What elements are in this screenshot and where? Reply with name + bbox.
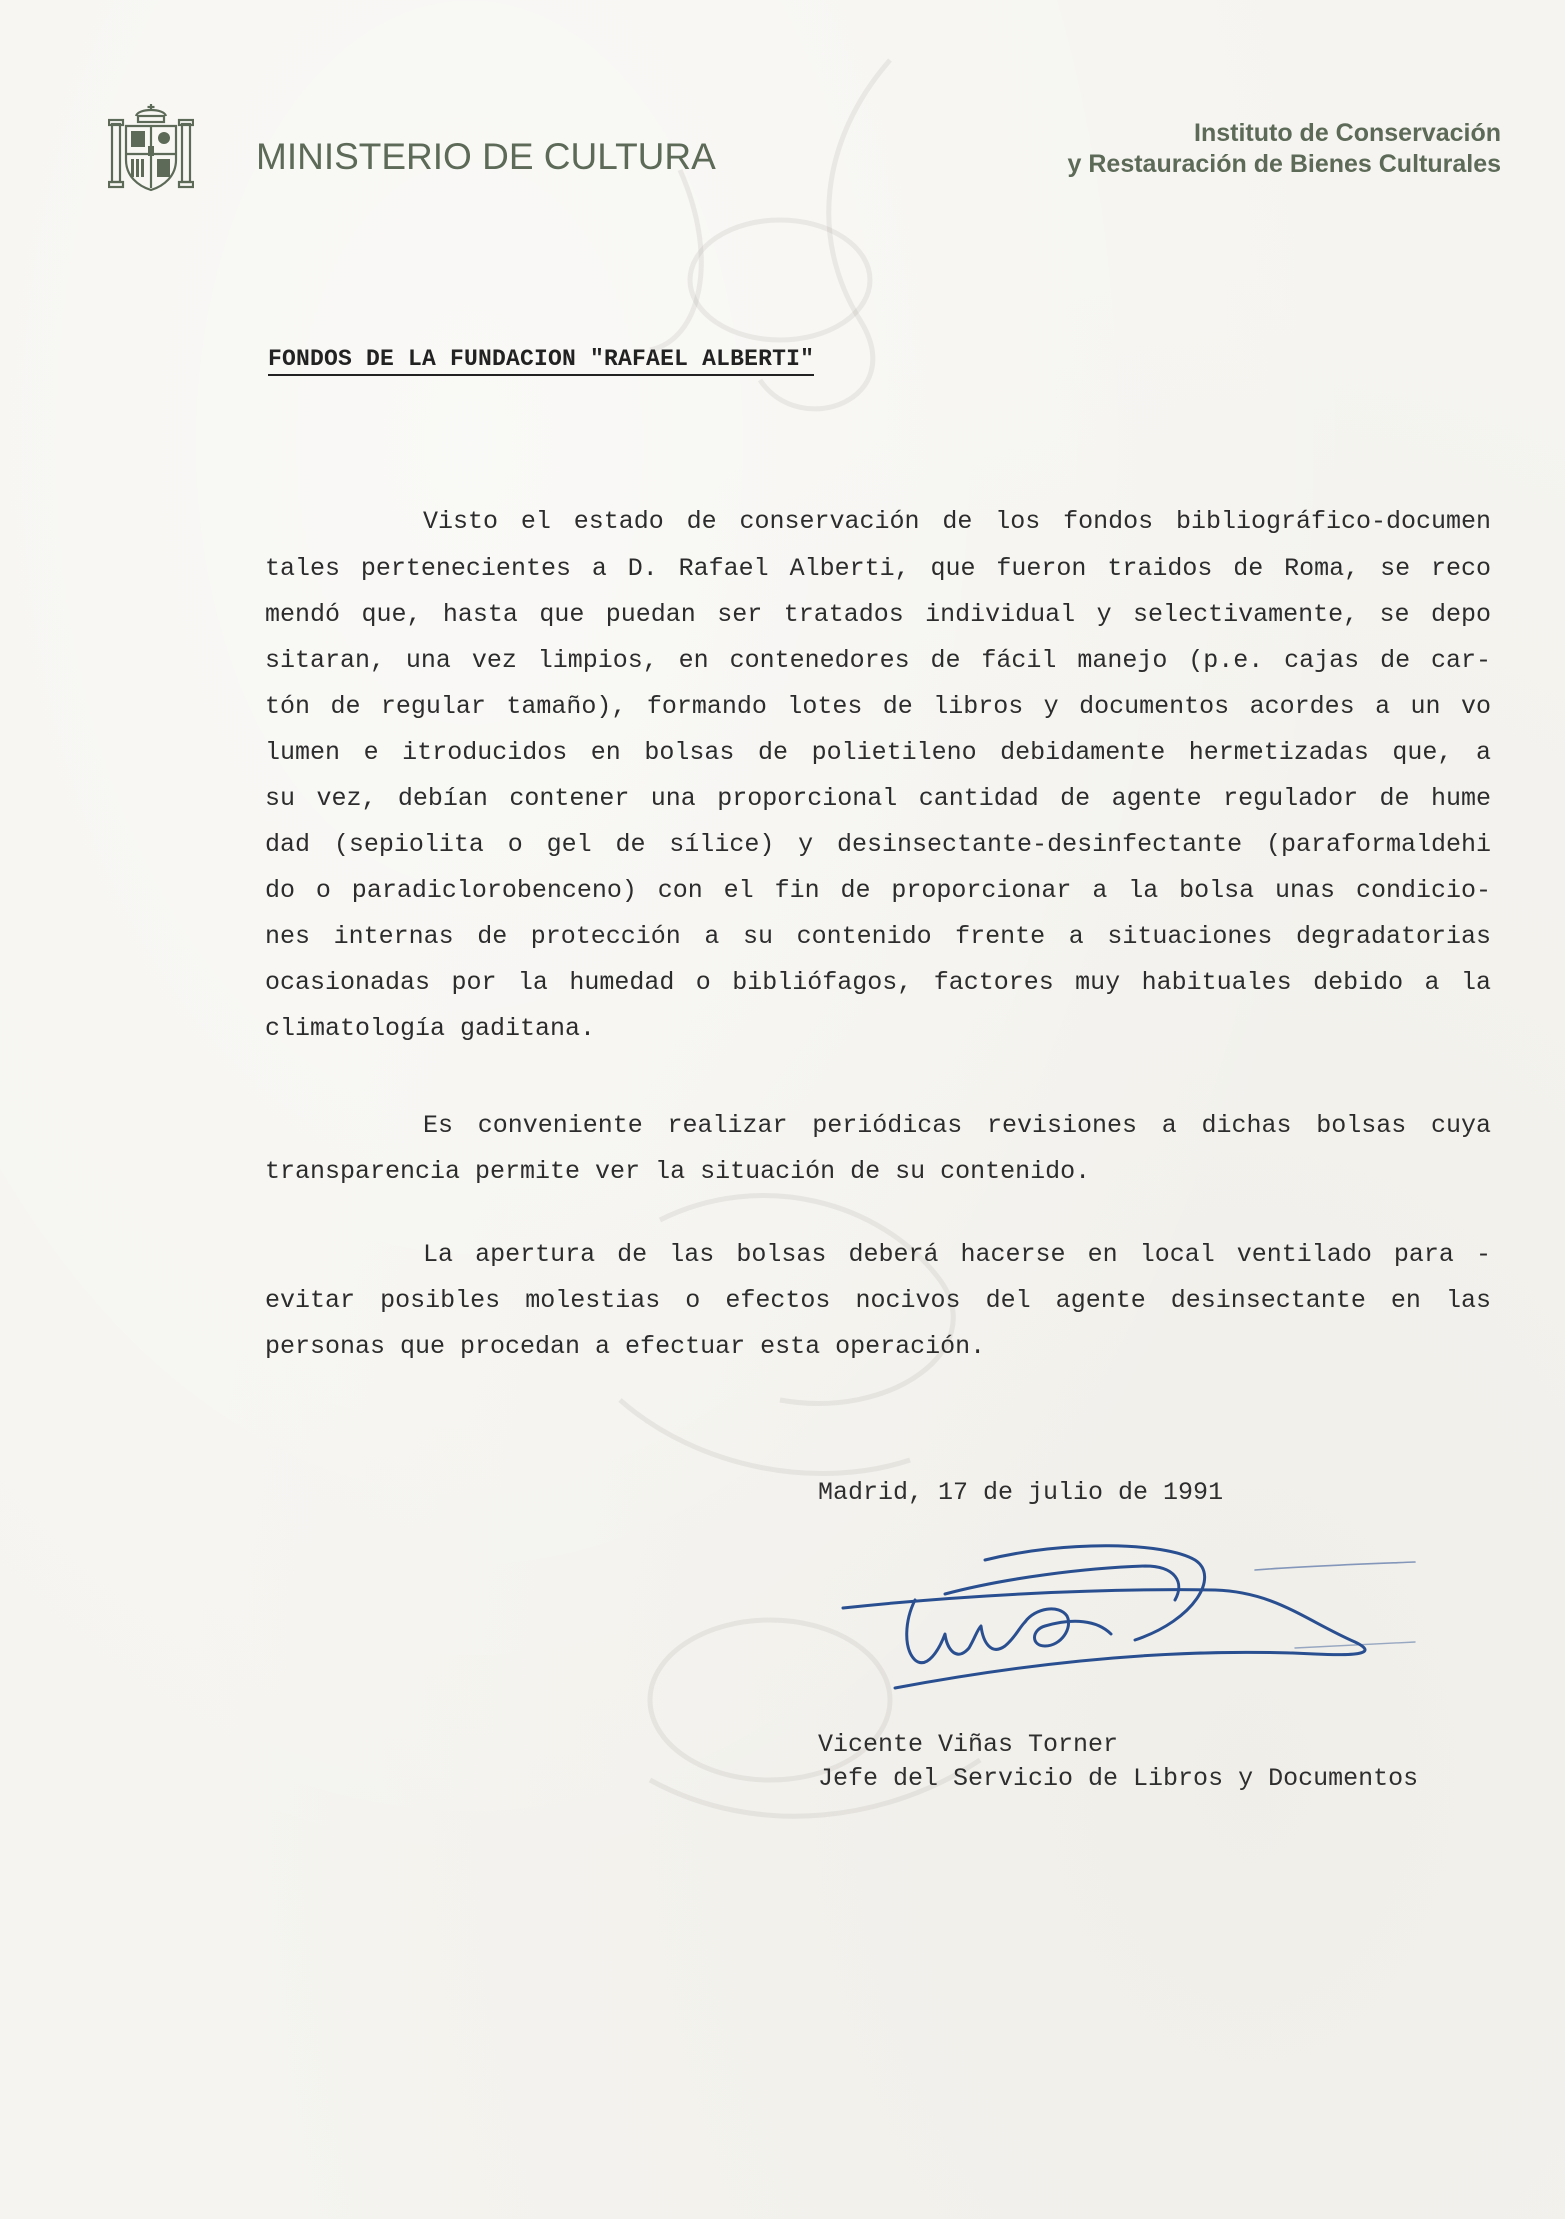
paragraph-1-line: ocasionadas por la humedad o bibliófagos, factores muy habituales debido a la <box>265 968 1491 997</box>
coat-of-arms-icon <box>108 102 194 192</box>
paragraph-1-line: nes internas de protección a su contenido frente a situaciones degradatorias <box>265 922 1491 951</box>
institute-line-1: Instituto de Conservación <box>1194 119 1501 147</box>
paragraph-1-line: do o paradiclorobenceno) con el fin de proporcionar a la bolsa unas condicio- <box>265 876 1491 905</box>
paragraph-1-line: mendó que, hasta que puedan ser tratados individual y selectivamente, se depo <box>265 600 1491 629</box>
institute-line-2: y Restauración de Bienes Culturales <box>1067 150 1501 178</box>
signer-position: Jefe del Servicio de Libros y Documentos <box>818 1764 1419 1793</box>
paragraph-2-line: transparencia permite ver la situación de su contenido. <box>265 1157 1091 1186</box>
paragraph-1-line: su vez, debían contener una proporcional cantidad de agente regulador de hume <box>265 784 1491 813</box>
document-title: FONDOS DE LA FUNDACION "RAFAEL ALBERTI" <box>268 346 814 376</box>
paragraph-1-line: sitaran, una vez limpios, en contenedores de fácil manejo (p.e. cajas de car- <box>265 646 1491 675</box>
paragraph-1-line: Visto el estado de conservación de los fondos bibliográfico-documen <box>423 507 1491 536</box>
paragraph-2-line: Es conveniente realizar periódicas revisiones a dichas bolsas cuya <box>423 1111 1491 1140</box>
paragraph-3-line: personas que procedan a efectuar esta operación. <box>265 1332 986 1361</box>
paragraph-1-line: tón de regular tamaño), formando lotes de libros y documentos acordes a un vo <box>265 692 1491 721</box>
paragraph-3-line: evitar posibles molestias o efectos nocivos del agente desinsectante en las <box>265 1286 1491 1315</box>
signer-name: Vicente Viñas Torner <box>818 1730 1119 1759</box>
paragraph-3-line: La apertura de las bolsas deberá hacerse en local ventilado para - <box>423 1240 1491 1269</box>
paragraph-1-line: dad (sepiolita o gel de sílice) y desinsectante-desinfectante (paraformaldehi <box>265 830 1491 859</box>
date-line: Madrid, 17 de julio de 1991 <box>818 1478 1224 1507</box>
institute-name <box>1068 118 1501 180</box>
ministry-name: MINISTERIO DE CULTURA <box>256 136 716 177</box>
paragraph-1-line: lumen e itroducidos en bolsas de polietileno debidamente hermetizadas que, a <box>265 738 1491 767</box>
paragraph-1-line: tales pertenecientes a D. Rafael Alberti, que fueron traidos de Roma, se reco <box>265 554 1491 583</box>
handwritten-signature <box>835 1530 1435 1700</box>
paragraph-1-line: climatología gaditana. <box>265 1014 596 1043</box>
